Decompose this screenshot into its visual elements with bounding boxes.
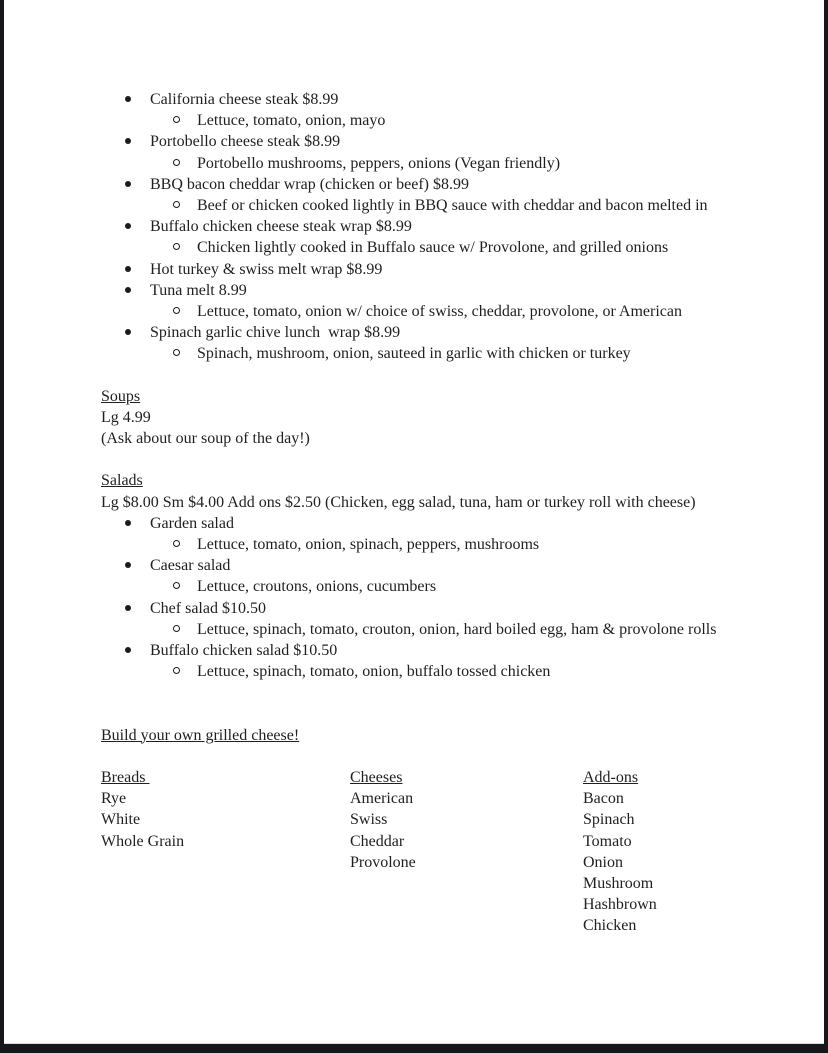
column-item: Tomato bbox=[583, 832, 632, 850]
salads-price: Lg $8.00 Sm $4.00 Add ons $2.50 (Chicken, egg salad, tuna, ham or turkey roll with cheese) bbox=[101, 493, 696, 511]
menu-item-row bbox=[101, 110, 811, 131]
circle-bullet-icon bbox=[173, 349, 180, 356]
menu-item-row bbox=[101, 322, 811, 343]
menu-item-description: Lettuce, spinach, tomato, crouton, onion, hard boiled egg, ham & provolone rolls bbox=[197, 620, 717, 638]
menu-item-row bbox=[101, 640, 811, 661]
menu-item-row bbox=[101, 513, 811, 534]
disc-bullet-icon bbox=[125, 138, 131, 144]
menu-item-row bbox=[101, 195, 811, 216]
salads-heading: Salads bbox=[101, 472, 143, 490]
circle-bullet-icon bbox=[173, 540, 180, 547]
circle-bullet-icon bbox=[173, 159, 180, 166]
column-item: Cheddar bbox=[350, 832, 405, 850]
disc-bullet-icon bbox=[125, 223, 131, 229]
cheeses-heading: Cheeses bbox=[350, 769, 403, 786]
menu-item-row bbox=[101, 280, 811, 301]
document-content bbox=[101, 89, 811, 937]
disc-bullet-icon bbox=[125, 96, 131, 102]
menu-item-description: Lettuce, tomato, onion, spinach, peppers, mushrooms bbox=[197, 535, 540, 553]
circle-bullet-icon bbox=[173, 625, 180, 632]
screen-edge-right bbox=[824, 0, 828, 1053]
column-item: Swiss bbox=[350, 811, 388, 829]
column-item: Onion bbox=[583, 853, 623, 871]
menu-item-description: Beef or chicken cooked lightly in BBQ sauce with cheddar and bacon melted in bbox=[197, 196, 708, 214]
menu-item-row bbox=[101, 174, 811, 195]
menu-item-name: BBQ bacon cheddar wrap (chicken or beef) $8.99 bbox=[150, 175, 469, 193]
addons-column bbox=[583, 767, 657, 937]
menu-item-row bbox=[101, 89, 811, 110]
column-item: White bbox=[101, 811, 141, 829]
menu-item-row bbox=[101, 598, 811, 619]
column-item: Hashbrown bbox=[583, 896, 657, 914]
column-item: Mushroom bbox=[583, 874, 654, 892]
addons-heading-row bbox=[583, 767, 657, 788]
column-item: American bbox=[350, 790, 414, 808]
menu-item-name: Chef salad $10.50 bbox=[150, 599, 266, 617]
menu-item-description: Lettuce, tomato, onion, mayo bbox=[197, 112, 386, 130]
menu-item-row bbox=[101, 576, 811, 597]
column-item: Spinach bbox=[583, 811, 635, 829]
menu-item-description: Lettuce, tomato, onion w/ choice of swiss, cheddar, provolone, or American bbox=[197, 302, 682, 320]
menu-item-name: Portobello cheese steak $8.99 bbox=[150, 133, 341, 151]
menu-item-description: Portobello mushrooms, peppers, onions (Vegan friendly) bbox=[197, 154, 561, 172]
disc-bullet-icon bbox=[125, 287, 131, 293]
menu-item-description: Spinach, mushroom, onion, sauteed in garlic with chicken or turkey bbox=[197, 345, 631, 363]
circle-bullet-icon bbox=[173, 582, 180, 589]
menu-item-row bbox=[101, 343, 811, 364]
grilled-cheese-heading: Build your own grilled cheese! bbox=[101, 726, 300, 744]
menu-item-row bbox=[101, 555, 811, 576]
breads-column bbox=[101, 767, 184, 852]
salads-price-line bbox=[101, 492, 811, 513]
menu-item-row bbox=[101, 534, 811, 555]
soups-heading-row bbox=[101, 386, 811, 407]
menu-item-row bbox=[101, 259, 811, 280]
menu-item-name: Buffalo chicken salad $10.50 bbox=[150, 641, 338, 659]
menu-item-name: Hot turkey & swiss melt wrap $8.99 bbox=[150, 260, 383, 278]
cheeses-heading-row bbox=[350, 767, 416, 788]
menu-item-description: Lettuce, spinach, tomato, onion, buffalo tossed chicken bbox=[197, 663, 551, 681]
screen-edge-left bbox=[0, 0, 4, 1053]
addons-heading: Add-ons bbox=[583, 769, 639, 786]
circle-bullet-icon bbox=[173, 307, 180, 314]
menu-item-row bbox=[101, 301, 811, 322]
salads-heading-row bbox=[101, 470, 811, 491]
menu-item-row bbox=[101, 216, 811, 237]
disc-bullet-icon bbox=[125, 181, 131, 187]
menu-item-description: Chicken lightly cooked in Buffalo sauce w/ Provolone, and grilled onions bbox=[197, 239, 669, 257]
menu-item-row bbox=[101, 131, 811, 152]
disc-bullet-icon bbox=[125, 329, 131, 335]
column-item: Whole Grain bbox=[101, 832, 185, 850]
menu-item-name: Tuna melt 8.99 bbox=[150, 281, 247, 299]
breads-heading-row bbox=[101, 767, 184, 788]
menu-item-name: Buffalo chicken cheese steak wrap $8.99 bbox=[150, 218, 412, 236]
soups-price: Lg 4.99 bbox=[101, 408, 151, 426]
screen-bottom-bar bbox=[0, 1044, 828, 1053]
column-item: Provolone bbox=[350, 853, 416, 871]
soups-price-line bbox=[101, 407, 811, 428]
menu-item-name: Garden salad bbox=[150, 514, 234, 532]
disc-bullet-icon bbox=[125, 605, 131, 611]
column-item: Chicken bbox=[583, 917, 637, 935]
disc-bullet-icon bbox=[125, 520, 131, 526]
soups-heading: Soups bbox=[101, 387, 141, 405]
menu-item-row bbox=[101, 153, 811, 174]
menu-item-row bbox=[101, 661, 811, 682]
menu-item-row bbox=[101, 237, 811, 258]
disc-bullet-icon bbox=[125, 647, 131, 653]
circle-bullet-icon bbox=[173, 243, 180, 250]
column-item: Bacon bbox=[583, 790, 624, 808]
grilled-cheese-columns bbox=[101, 767, 811, 937]
circle-bullet-icon bbox=[173, 667, 180, 674]
menu-item-name: Spinach garlic chive lunch wrap $8.99 bbox=[150, 324, 401, 342]
cheeses-column bbox=[350, 767, 416, 873]
column-item: Rye bbox=[101, 790, 127, 808]
soups-note: (Ask about our soup of the day!) bbox=[101, 430, 310, 447]
breads-heading: Breads bbox=[101, 769, 150, 786]
menu-item-name: Caesar salad bbox=[150, 557, 231, 575]
disc-bullet-icon bbox=[125, 266, 131, 272]
circle-bullet-icon bbox=[173, 201, 180, 208]
menu-item-description: Lettuce, croutons, onions, cucumbers bbox=[197, 578, 437, 596]
disc-bullet-icon bbox=[125, 562, 131, 568]
menu-item-row bbox=[101, 619, 811, 640]
soups-note-line bbox=[101, 428, 811, 449]
circle-bullet-icon bbox=[173, 116, 180, 123]
grilled-cheese-heading-row bbox=[101, 725, 811, 746]
menu-item-name: California cheese steak $8.99 bbox=[150, 91, 339, 108]
